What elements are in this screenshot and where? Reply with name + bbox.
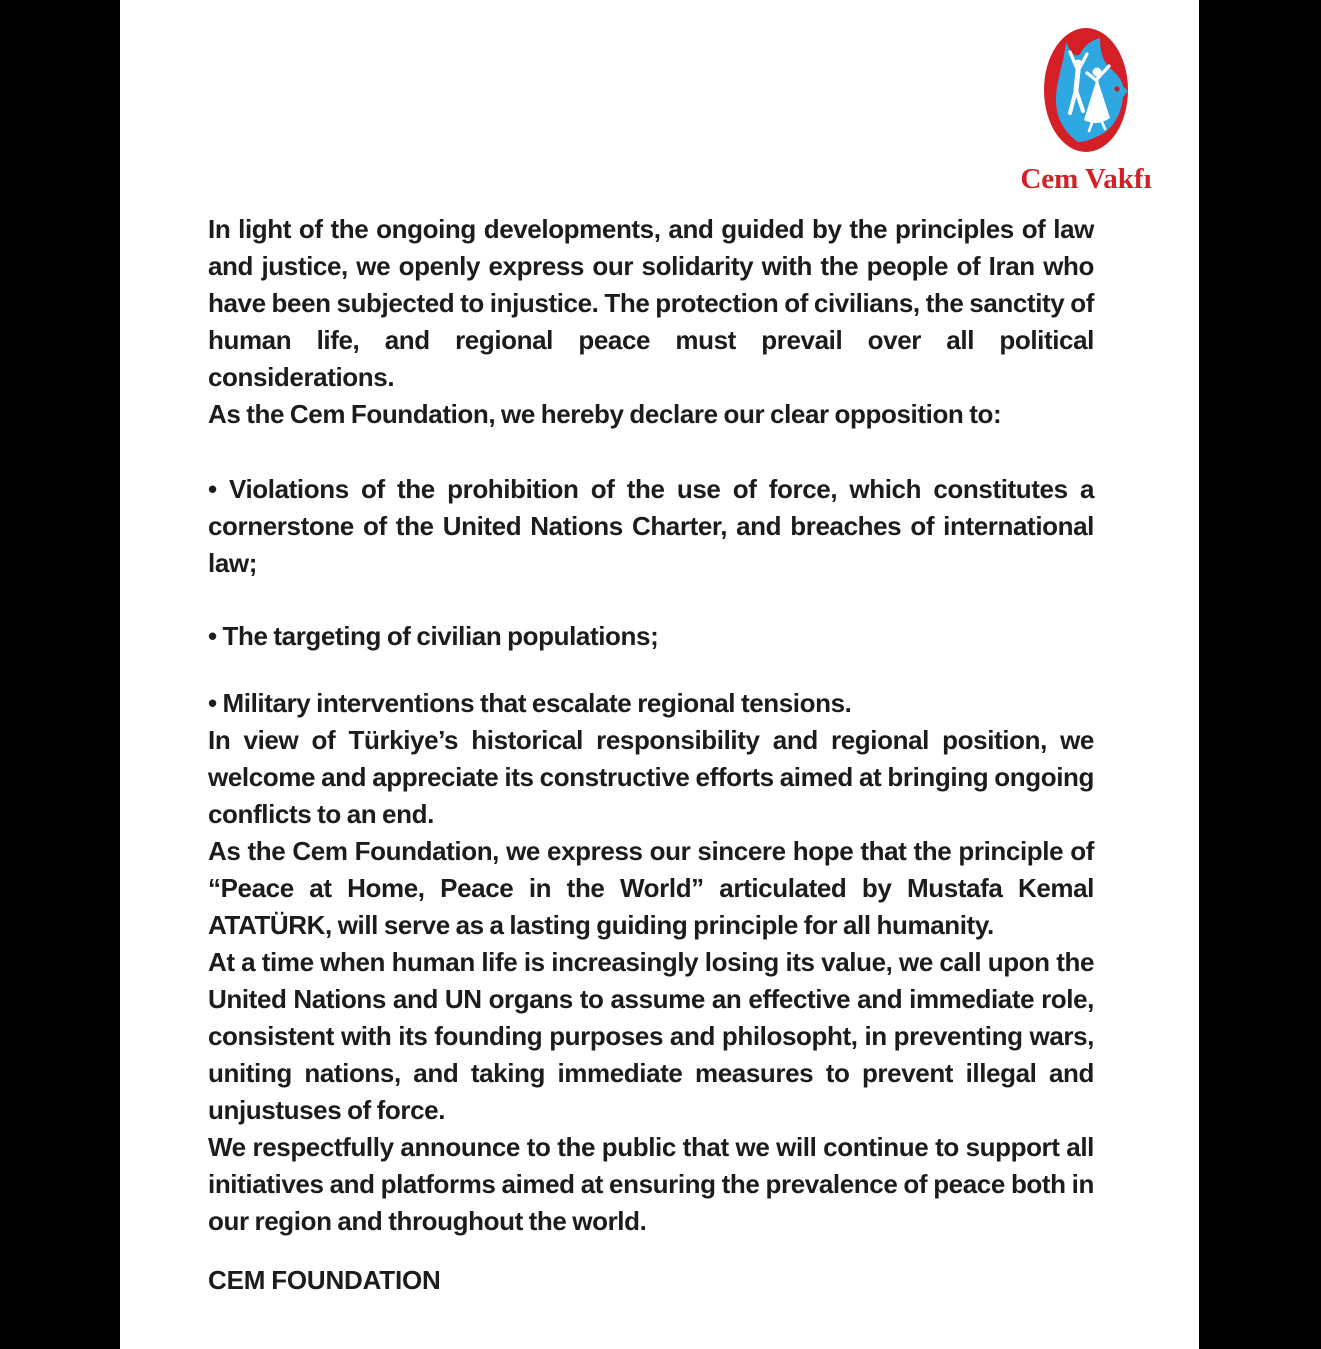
statement-paragraph: As the Cem Foundation, we express our sincere hope that the principle of “Peace at Home, Peace in the World” articulated by Mustafa Kemal ATATÜRK, will serve as a lasting guiding principle for all humanity. — [208, 836, 1094, 940]
statement-paragraph: We respectfully announce to the public that we will continue to support all initiatives and platforms aimed at ensuring the prevalence of peace both in our region and throughout the world. — [208, 1132, 1094, 1236]
statement-bullet-item: • The targeting of civilian populations; — [208, 621, 659, 651]
left-black-margin-bar — [0, 0, 120, 1349]
cem-vakfi-logo — [1018, 22, 1154, 194]
document-page — [120, 0, 1199, 1349]
cem-vakfi-emblem-icon — [1021, 22, 1151, 162]
statement-paragraph: In view of Türkiye’s historical responsibility and regional position, we welcome and appreciate its constructive efforts aimed at bringing ongoing conflicts to an end. — [208, 725, 1094, 829]
statement-paragraph: In light of the ongoing developments, and guided by the principles of law and justice, we openly express our solidarity with the people of Iran who have been subjected to injustice. The protection of civilians, the sanctity of human life, and regional peace must prevail over all political considerations. — [208, 214, 1094, 392]
statement-bullet-item: • Military interventions that escalate regional tensions. — [208, 688, 852, 718]
statement-paragraph: At a time when human life is increasingly losing its value, we call upon the United Nations and UN organs to assume an effective and immediate role, consistent with its founding purposes and philosopht, in preventing wars, uniting nations, and taking immediate measures to prevent illegal and unjustuses of force. — [208, 947, 1094, 1125]
right-black-margin-bar — [1199, 0, 1321, 1349]
signature-line: CEM FOUNDATION — [208, 1265, 441, 1295]
logo-wordmark: Cem Vakfı — [1020, 163, 1152, 195]
statement-body — [208, 211, 1094, 1299]
statement-bullet-item: • Violations of the prohibition of the use of force, which constitutes a cornerstone of the United Nations Charter, and breaches of international law; — [208, 474, 1094, 578]
statement-paragraph: As the Cem Foundation, we hereby declare our clear opposition to: — [208, 399, 1002, 429]
